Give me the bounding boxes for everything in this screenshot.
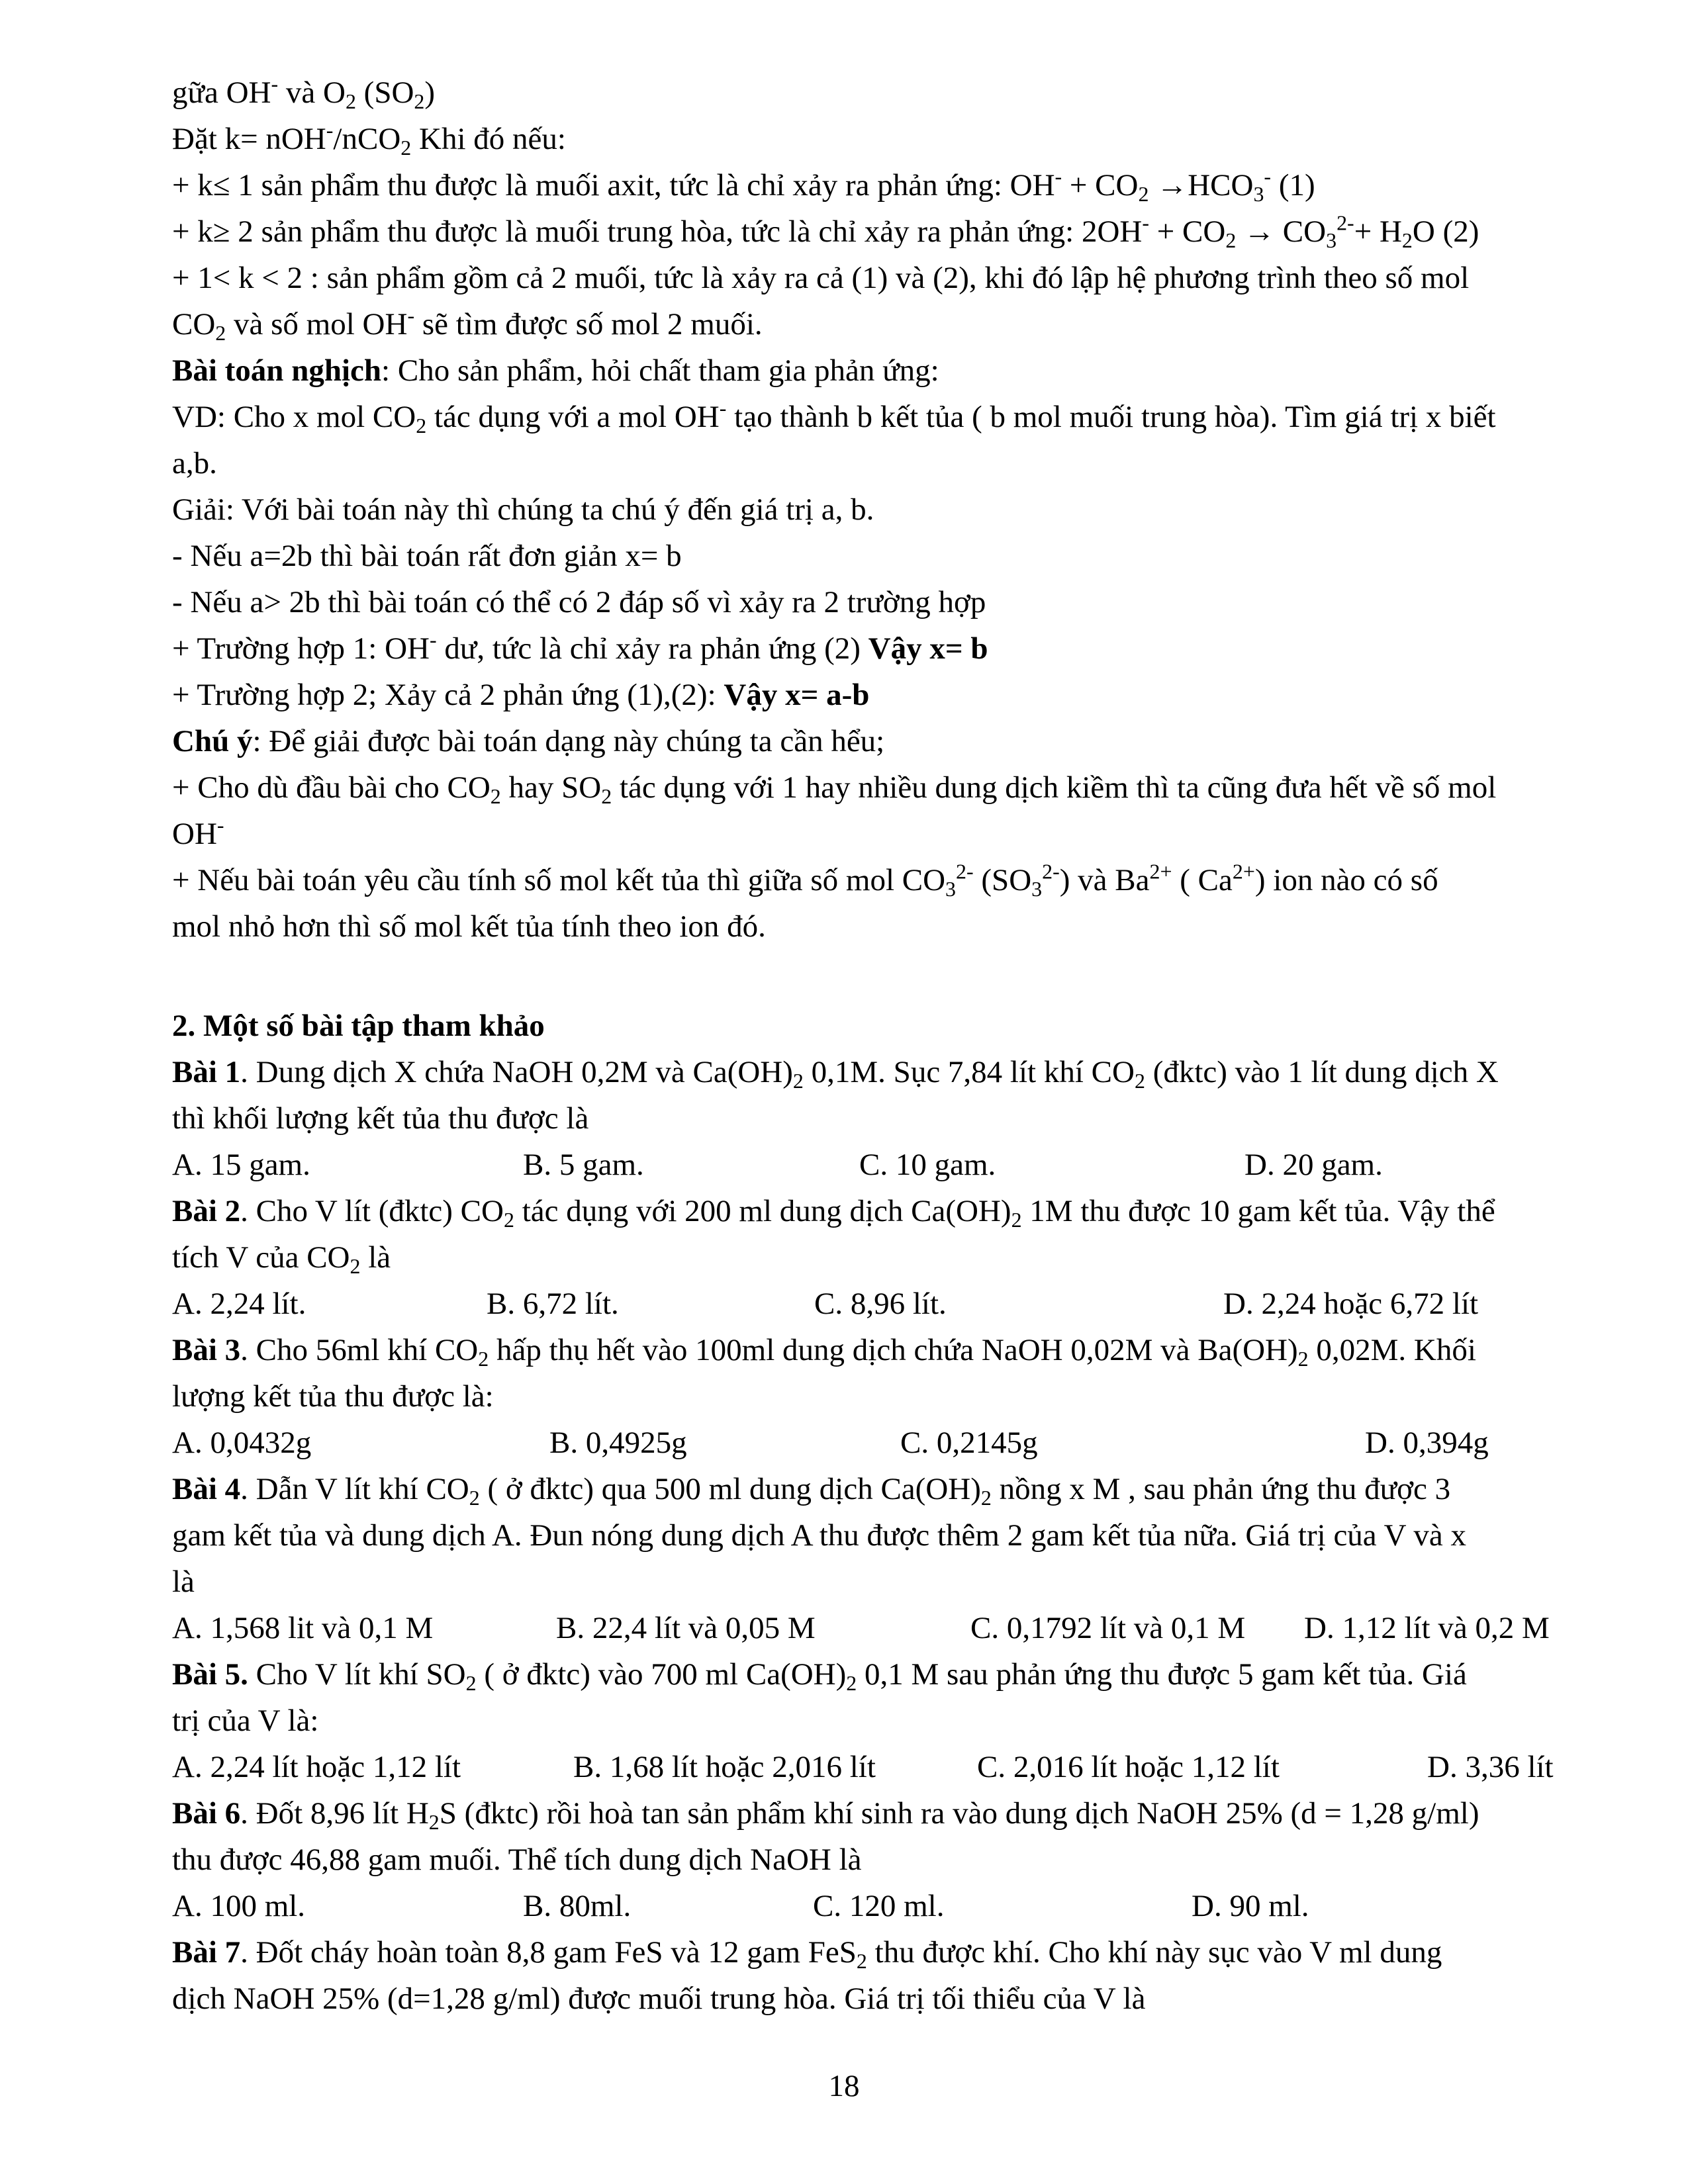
intro-line-2: Đặt k= nOH-/nCO$_2$ Khi đó nếu: bbox=[172, 118, 566, 159]
intro-line-9: a,b. bbox=[172, 446, 217, 480]
problem-3-option-a: A. 0,0432g bbox=[172, 1426, 312, 1460]
problem-6-line-1: Bài 6. Đốt 8,96 lít $H_2S$ (đktc) rồi hoà tan sản phẩm khí sinh ra vào dung dịch NaOH 25% (d = 1,28 g/ml) bbox=[172, 1796, 1479, 1834]
intro-line-18: + Nếu bài toán yêu cầu tính số mol kết tủa thì giữa số mol $CO_3^{2-}$ $(SO_3^{2-})$ và $Ba^{2+}$ ( $Ca^{2+}$) ion nào có số bbox=[172, 860, 1438, 901]
problem-3-option-b: B. 0,4925g bbox=[549, 1426, 687, 1460]
problem-1-line-1: Bài 1. Dung dịch X chứa NaOH 0,2M và $Ca(OH)_2$ 0,1M. Sục 7,84 lít khí $CO_2$ (đktc) vào 1 lít dung dịch X bbox=[172, 1055, 1499, 1093]
problem-2-option-d: D. 2,24 hoặc 6,72 lít bbox=[1223, 1287, 1479, 1321]
intro-line-3: + k≤ 1 sản phẩm thu được là muối axit, tức là chỉ xảy ra phản ứng: $OH^- + CO_2 \to HCO_3^-$ (1) bbox=[172, 165, 1315, 206]
problem-6-option-d: D. 90 ml. bbox=[1192, 1889, 1309, 1923]
intro-line-5: + 1< k < 2 : sản phẩm gồm cả 2 muối, tức là xảy ra cả (1) và (2), khi đó lập hệ phương trình theo số mol bbox=[172, 261, 1470, 295]
intro-line-12: - Nếu a> 2b thì bài toán có thể có 2 đáp số vì xảy ra 2 trường hợp bbox=[172, 585, 986, 619]
problem-1-option-d: D. 20 gam. bbox=[1244, 1148, 1383, 1182]
problem-5-option-d: D. 3,36 lít bbox=[1427, 1750, 1554, 1784]
intro-line-14: + Trường hợp 2; Xảy cả 2 phản ứng (1),(2): Vậy x= a-b bbox=[172, 678, 870, 712]
intro-line-10: Giải: Với bài toán này thì chúng ta chú ý đến giá trị a, b. bbox=[172, 492, 874, 527]
intro-line-4: + k≥ 2 sản phẩm thu được là muối trung hòa, tức là chỉ xảy ra phản ứng: $2OH^- + CO_2 \to CO_3^{2-}+ H_2O$ (2) bbox=[172, 211, 1479, 252]
problem-5-line-1: Bài 5. Cho V lít khí $SO_2$ ( ở đktc) vào 700 ml $Ca(OH)_2$ 0,1 M sau phản ứng thu được 5 gam kết tủa. Giá bbox=[172, 1657, 1467, 1695]
problem-5-line-2: trị của V là: bbox=[172, 1704, 319, 1738]
problem-2-option-c: C. 8,96 lít. bbox=[814, 1287, 947, 1321]
intro-line-7: Bài toán nghịch: Cho sản phẩm, hỏi chất tham gia phản ứng: bbox=[172, 353, 939, 388]
problem-1-option-a: A. 15 gam. bbox=[172, 1148, 310, 1182]
problem-7-line-2: dịch NaOH 25% (d=1,28 g/ml) được muối trung hòa. Giá trị tối thiểu của V là bbox=[172, 1981, 1146, 2016]
intro-line-1: gữa OH- và $O_2$ $(SO_2)$ bbox=[172, 72, 436, 113]
intro-line-17: OH- bbox=[172, 813, 224, 851]
problem-1-option-c: C. 10 gam. bbox=[859, 1148, 996, 1182]
section-title: 2. Một số bài tập tham khảo bbox=[172, 1009, 545, 1043]
problem-5-option-a: A. 2,24 lít hoặc 1,12 lít bbox=[172, 1750, 461, 1784]
problem-2-option-b: B. 6,72 lít. bbox=[487, 1287, 619, 1321]
problem-5-option-b: B. 1,68 lít hoặc 2,016 lít bbox=[573, 1750, 876, 1784]
problem-3-option-d: D. 0,394g bbox=[1365, 1426, 1489, 1460]
problem-1-option-b: B. 5 gam. bbox=[523, 1148, 644, 1182]
problem-4-line-2: gam kết tủa và dung dịch A. Đun nóng dung dịch A thu được thêm 2 gam kết tủa nữa. Giá trị của V và x bbox=[172, 1518, 1467, 1553]
intro-line-6: $CO_2$ và số mol OH- sẽ tìm được số mol 2 muối. bbox=[172, 304, 763, 345]
problem-3-option-c: C. 0,2145g bbox=[900, 1426, 1038, 1460]
problem-5-option-c: C. 2,016 lít hoặc 1,12 lít bbox=[977, 1750, 1280, 1784]
problem-7-line-1: Bài 7. Đốt cháy hoàn toàn 8,8 gam FeS và 12 gam FeS$_2$ thu được khí. Cho khí này sục vào V ml dung bbox=[172, 1935, 1442, 1973]
problem-3-line-1: Bài 3. Cho 56ml khí $CO_2$ hấp thụ hết vào 100ml dung dịch chứa NaOH 0,02M và $Ba(OH)_2$ 0,02M. Khối bbox=[172, 1333, 1476, 1371]
intro-line-8: VD: Cho x mol $CO_2$ tác dụng với a mol OH- tạo thành b kết tủa ( b mol muối trung hòa). Tìm giá trị x biết bbox=[172, 396, 1496, 437]
problem-4-line-3: là bbox=[172, 1565, 195, 1599]
problem-4-option-b: B. 22,4 lít và 0,05 M bbox=[556, 1611, 816, 1645]
problem-2-line-2: tích V của $CO_2$ là bbox=[172, 1240, 391, 1278]
problem-1-line-2: thì khối lượng kết tủa thu được là bbox=[172, 1101, 589, 1136]
problem-4-line-1: Bài 4. Dẫn V lít khí $CO_2$ ( ở đktc) qua 500 ml dung dịch $Ca(OH)_2$ nồng x M , sau phản ứng thu được 3 bbox=[172, 1472, 1451, 1510]
problem-6-option-a: A. 100 ml. bbox=[172, 1889, 306, 1923]
intro-line-13: + Trường hợp 1: OH- dư, tức là chỉ xảy ra phản ứng (2) Vậy x= b bbox=[172, 628, 988, 666]
intro-line-15: Chú ý: Để giải được bài toán dạng này chúng ta cần hểu; bbox=[172, 724, 885, 758]
problem-6-option-c: C. 120 ml. bbox=[813, 1889, 945, 1923]
problem-4-option-d: D. 1,12 lít và 0,2 M bbox=[1304, 1611, 1550, 1645]
page-number: 18 bbox=[828, 2069, 860, 2103]
problem-2-option-a: A. 2,24 lít. bbox=[172, 1287, 306, 1321]
intro-line-11: - Nếu a=2b thì bài toán rất đơn giản x= b bbox=[172, 539, 682, 573]
problem-3-line-2: lượng kết tủa thu được là: bbox=[172, 1379, 494, 1414]
problem-4-option-a: A. 1,568 lit và 0,1 M bbox=[172, 1611, 434, 1645]
problem-6-line-2: thu được 46,88 gam muối. Thể tích dung dịch NaOH là bbox=[172, 1843, 862, 1877]
problem-2-line-1: Bài 2. Cho V lít (đktc) $CO_2$ tác dụng với 200 ml dung dịch $Ca(OH)_2$ 1M thu được 10 gam kết tủa. Vậy thể bbox=[172, 1194, 1495, 1232]
problem-4-option-c: C. 0,1792 lít và 0,1 M bbox=[970, 1611, 1246, 1645]
intro-line-19: mol nhỏ hơn thì số mol kết tủa tính theo ion đó. bbox=[172, 909, 766, 944]
problem-6-option-b: B. 80ml. bbox=[523, 1889, 632, 1923]
intro-line-16: + Cho dù đầu bài cho $CO_2$ hay $SO_2$ tác dụng với 1 hay nhiều dung dịch kiềm thì ta cũng đưa hết về số mol bbox=[172, 770, 1497, 808]
